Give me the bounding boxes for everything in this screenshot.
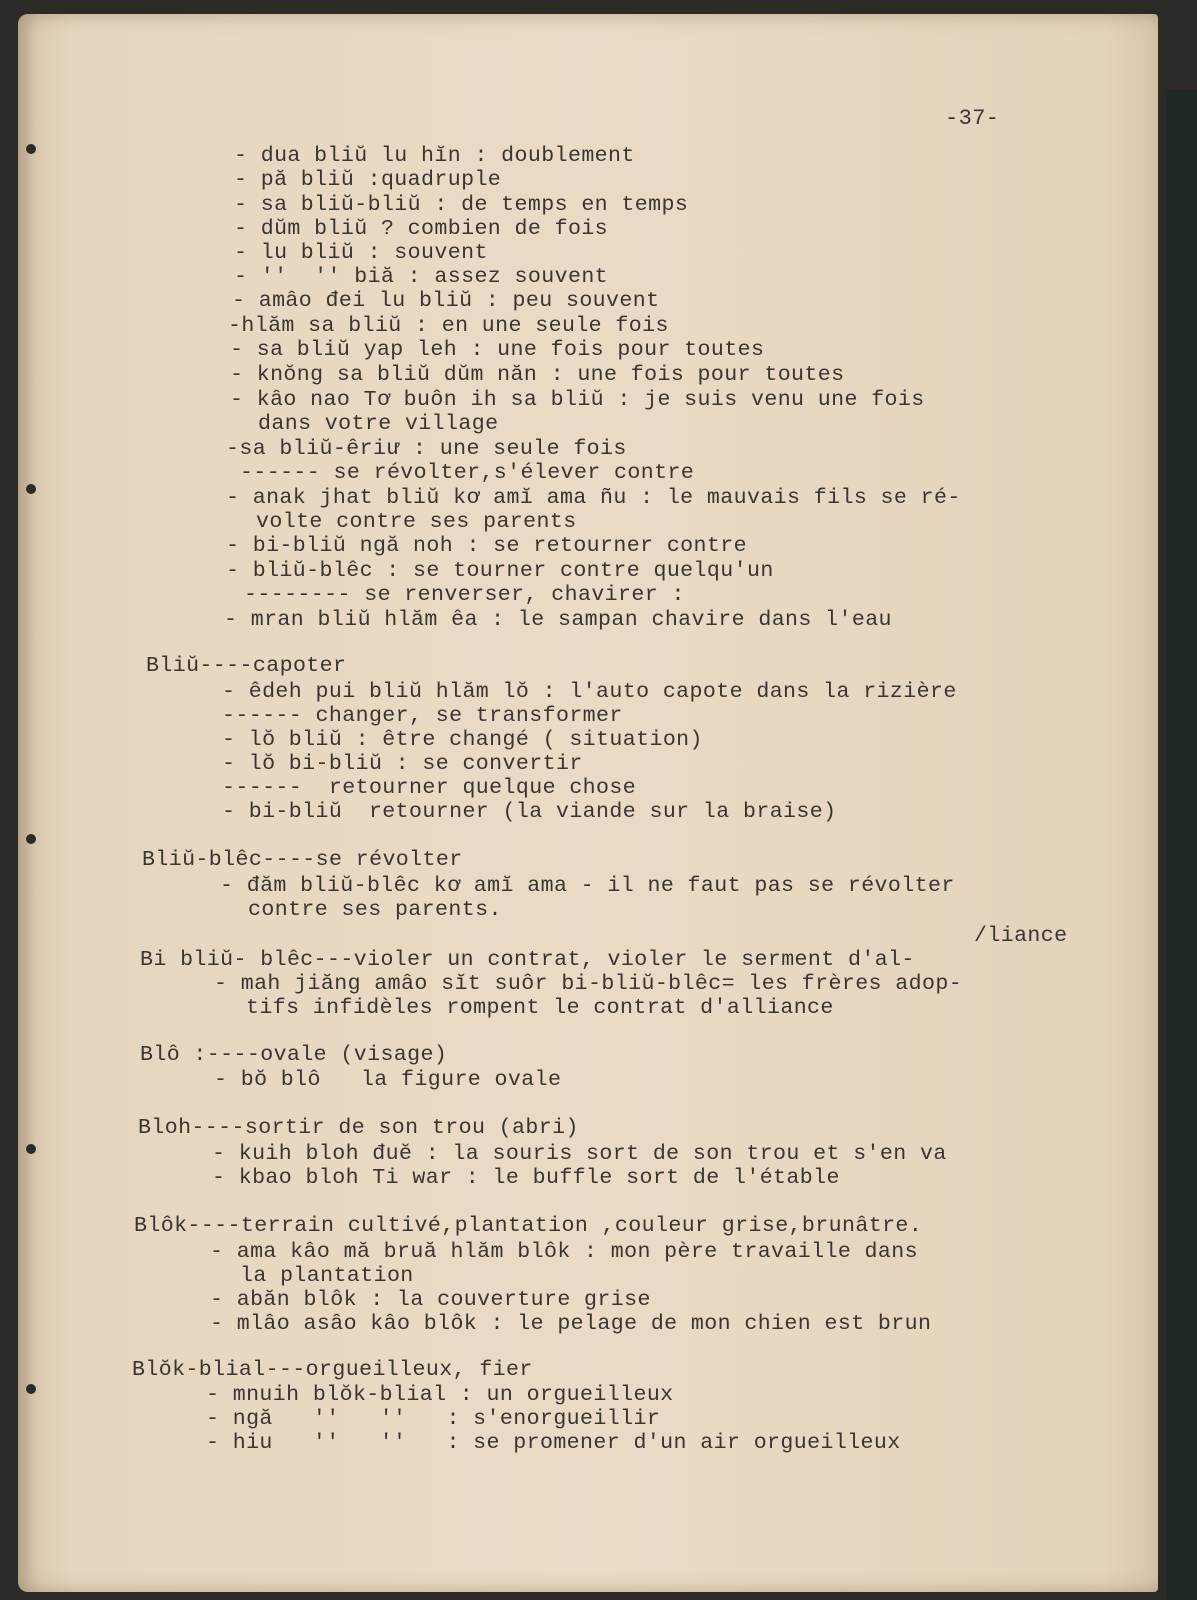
text-line: - ngă '' '' : s'enorgueillir	[206, 1407, 661, 1431]
binding-hole	[26, 834, 36, 844]
text-line: - kuih bloh đuĕ : la souris sort de son trou et s'en va	[212, 1142, 947, 1166]
text-line: - mran bliŭ hlăm êa : le sampan chavire dans l'eau	[224, 608, 892, 632]
entry-headword: Bloh----sortir de son trou (abri)	[138, 1116, 579, 1140]
binding-hole	[26, 144, 36, 154]
text-line: - dua bliŭ lu hĭn : doublement	[234, 144, 635, 168]
page-number: -37-	[945, 106, 1000, 131]
text-line: ------ se révolter,s'élever contre	[240, 461, 695, 485]
text-line: /liance	[974, 924, 1068, 948]
text-line: - kâo nao Tơ buôn ih sa bliŭ : je suis venu une fois	[230, 388, 925, 412]
text-line: -hlăm sa bliŭ : en une seule fois	[228, 314, 669, 338]
text-line: - sa bliŭ yap leh : une fois pour toutes	[230, 338, 765, 362]
text-line: tifs infidèles rompent le contrat d'alliance	[246, 996, 834, 1020]
text-line: - lŏ bliŭ : être changé ( situation)	[222, 728, 703, 752]
entry-headword: Blŏk-blial---orgueilleux, fier	[132, 1358, 533, 1382]
text-line: dans votre village	[258, 412, 499, 436]
text-line: - bi-bliŭ ngă noh : se retourner contre	[226, 534, 747, 558]
entry-headword: Bliŭ-blêc----se révolter	[142, 848, 463, 872]
text-line: - dŭm bliŭ ? combien de fois	[234, 217, 609, 241]
text-line: - ama kâo mă bruă hlăm blôk : mon père travaille dans	[210, 1240, 918, 1264]
text-line: ------ changer, se transformer	[222, 704, 623, 728]
text-line: - pă bliŭ :quadruple	[234, 168, 502, 192]
text-line: - abăn blôk : la couverture grise	[210, 1288, 651, 1312]
text-line: - bliŭ-blêc : se tourner contre quelqu'un	[226, 559, 774, 583]
text-line: - anak jhat bliŭ kơ amĭ ama ñu : le mauvais fils se ré-	[226, 486, 961, 510]
text-line: - bi-bliŭ retourner (la viande sur la braise)	[222, 800, 837, 824]
binding-hole	[26, 1144, 36, 1154]
text-line: - sa bliŭ-bliŭ : de temps en temps	[234, 193, 689, 217]
entry-headword: Blô :----ovale (visage)	[140, 1043, 448, 1067]
binding-hole	[26, 484, 36, 494]
text-line: - lu bliŭ : souvent	[234, 241, 488, 265]
binding-edge	[1167, 90, 1197, 1600]
text-line: - mlâo asâo kâo blôk : le pelage de mon chien est brun	[210, 1312, 932, 1336]
text-line: volte contre ses parents	[256, 510, 577, 534]
text-line: - knŏng sa bliŭ dŭm năn : une fois pour toutes	[230, 363, 845, 387]
text-line: ------ retourner quelque chose	[222, 776, 637, 800]
binding-hole	[26, 1384, 36, 1394]
entry-headword: Blôk----terrain cultivé,plantation ,couleur grise,brunâtre.	[134, 1214, 923, 1238]
text-line: contre ses parents.	[248, 898, 502, 922]
entry-headword: Bi bliŭ- blêc---violer un contrat, violer le serment d'al-	[140, 948, 915, 972]
text-line: - amâo đei lu bliŭ : peu souvent	[232, 289, 660, 313]
text-line: la plantation	[240, 1264, 414, 1288]
text-line: -------- se renverser, chavirer :	[244, 583, 685, 607]
text-line: - đăm bliŭ-blêc kơ amĭ ama - il ne faut pas se révolter	[220, 874, 955, 898]
text-line: - mnuih blŏk-blial : un orgueilleux	[206, 1383, 674, 1407]
text-line: - êdeh pui bliŭ hlăm lŏ : l'auto capote dans la rizière	[222, 680, 957, 704]
text-line: - '' '' biă : assez souvent	[234, 265, 609, 289]
text-line: - hiu '' '' : se promener d'un air orgueilleux	[206, 1431, 901, 1455]
text-line: - bŏ blô la figure ovale	[214, 1068, 562, 1092]
text-line: - mah jiăng amâo sĭt suôr bi-bliŭ-blêc= les frères adop-	[214, 972, 963, 996]
text-line: -sa bliŭ-êriư : une seule fois	[226, 437, 627, 461]
text-line: - kbao bloh Ti war : le buffle sort de l'étable	[212, 1166, 840, 1190]
entry-headword: Bliŭ----capoter	[146, 654, 347, 678]
text-line: - lŏ bi-bliŭ : se convertir	[222, 752, 583, 776]
